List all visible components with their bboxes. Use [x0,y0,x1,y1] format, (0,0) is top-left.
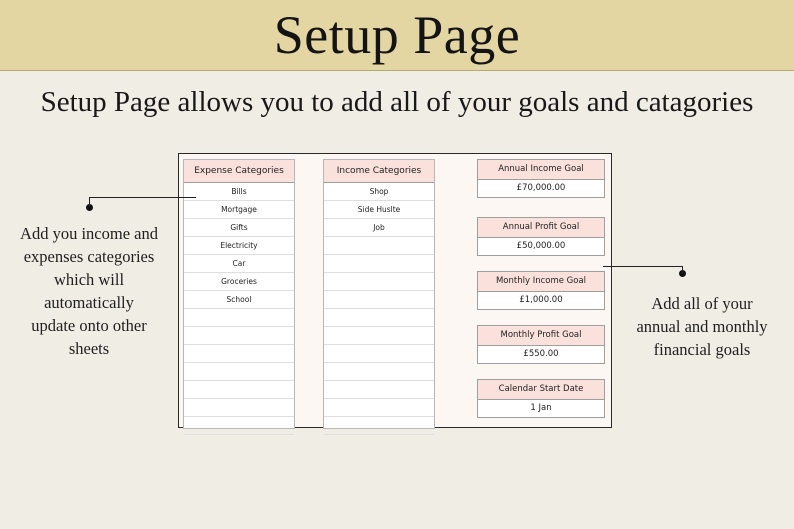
goal-label: Monthly Profit Goal [478,326,604,346]
income-category-row[interactable] [324,273,434,291]
goal-label: Annual Income Goal [478,160,604,180]
left-callout-line-vertical [89,197,90,207]
page-title: Setup Page [273,5,521,65]
income-categories-table [323,159,435,429]
callout-line: expenses categories [23,247,155,266]
callout-line: Add all of your [651,294,753,313]
goal-label: Monthly Income Goal [478,272,604,292]
right-callout-text [612,292,792,361]
goal-value-cell[interactable]: 1 Jan [530,403,552,413]
callout-line: Add you income and [20,224,158,243]
goal-value-cell[interactable]: £1,000.00 [519,295,563,305]
expense-rows [184,183,294,435]
expense-category-row[interactable] [184,363,294,381]
annual-income-goal-box [477,159,605,198]
expense-category-row[interactable]: Gifts [184,219,294,237]
goal-label: Calendar Start Date [478,380,604,400]
goal-label: Annual Profit Goal [478,218,604,238]
expense-category-row[interactable]: Groceries [184,273,294,291]
goal-value-cell[interactable]: £50,000.00 [516,241,566,251]
monthly-profit-goal-box [477,325,605,364]
callout-line: financial goals [653,340,751,359]
left-callout-text [6,222,172,360]
income-category-row[interactable] [324,417,434,435]
income-category-row[interactable] [324,363,434,381]
expense-category-row[interactable] [184,345,294,363]
callout-line: which will [53,270,125,289]
calendar-start-date-box [477,379,605,418]
income-rows [324,183,434,435]
expense-category-row[interactable] [184,309,294,327]
expense-category-row[interactable]: Electricity [184,237,294,255]
income-category-row[interactable] [324,255,434,273]
expense-category-row[interactable] [184,417,294,435]
income-category-row[interactable] [324,237,434,255]
expense-category-row[interactable]: School [184,291,294,309]
left-callout-line-horizontal [89,197,196,198]
income-categories-header: Income Categories [324,160,434,183]
income-category-row[interactable] [324,381,434,399]
expense-category-row[interactable] [184,381,294,399]
goal-value-cell[interactable]: £550.00 [523,349,559,359]
callout-line: annual and monthly [636,317,768,336]
expense-categories-table [183,159,295,429]
income-category-row[interactable]: Side Huslte [324,201,434,219]
expense-category-row[interactable]: Bills [184,183,294,201]
goal-value-cell[interactable]: £70,000.00 [516,183,566,193]
income-category-row[interactable] [324,345,434,363]
title-banner [0,0,794,71]
income-category-row[interactable]: Shop [324,183,434,201]
income-category-row[interactable] [324,309,434,327]
right-callout-line-horizontal [603,266,683,267]
expense-categories-header: Expense Categories [184,160,294,183]
expense-category-row[interactable] [184,399,294,417]
callout-line: update onto other [31,316,147,335]
income-category-row[interactable] [324,291,434,309]
expense-category-row[interactable] [184,327,294,345]
callout-line: sheets [68,339,110,358]
right-callout-line-vertical [682,266,683,274]
expense-category-row[interactable]: Car [184,255,294,273]
annual-profit-goal-box [477,217,605,256]
monthly-income-goal-box [477,271,605,310]
income-category-row[interactable] [324,327,434,345]
expense-category-row[interactable]: Mortgage [184,201,294,219]
page-subtitle: Setup Page allows you to add all of your goals and catagories [40,86,754,118]
income-category-row[interactable]: Job [324,219,434,237]
income-category-row[interactable] [324,399,434,417]
spreadsheet-preview [178,153,612,428]
callout-line: automatically [44,293,134,312]
